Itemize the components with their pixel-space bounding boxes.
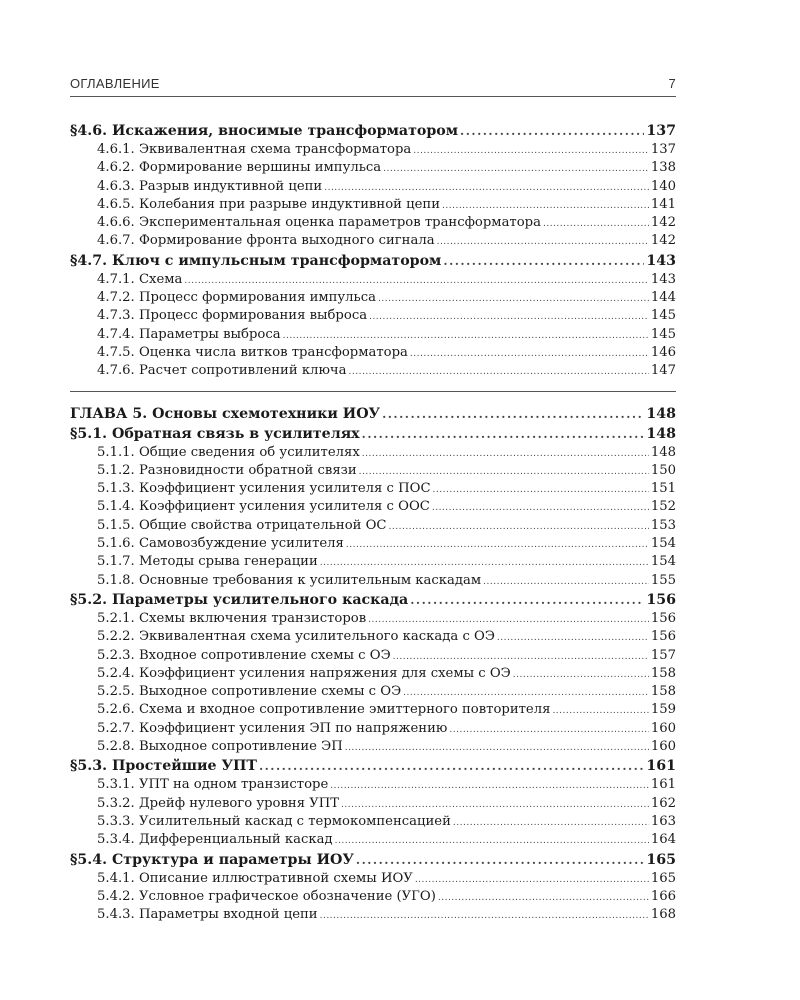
toc-subsection-entry[interactable] [70,159,676,177]
toc-entry-title: 5.3.1. УПТ на одном транзисторе [97,777,329,793]
toc-entry-title: 5.3.2. Дрейф нулевого уровня УПТ [97,795,340,811]
toc-entry-title: 4.7.6. Расчет сопротивлений ключа [97,363,347,379]
toc-subsection-entry[interactable] [70,362,676,380]
toc-entry-page: 165 [650,870,676,886]
toc-subsection-entry[interactable] [70,647,676,665]
dot-leader [359,462,649,481]
dot-leader [382,404,644,424]
dot-leader [438,888,649,907]
toc-entry-title: 5.2.8. Выходное сопротивление ЭП [97,739,343,755]
toc-subsection-entry[interactable] [70,232,676,250]
toc-subsection-entry[interactable] [70,444,676,462]
toc-subsection-entry[interactable] [70,214,676,232]
toc-entry-title: 5.1.3. Коэффициент усиления усилителя с ПОС [97,481,431,497]
dot-leader [368,610,649,629]
toc-entry-title: 5.1.2. Разновидности обратной связи [97,462,357,478]
toc-entry-page: 148 [646,405,676,422]
toc-entry-title: 4.7.3. Процесс формирования выброса [97,308,368,324]
dot-leader [362,444,649,463]
dot-leader [184,271,648,290]
toc-entry-page: 164 [650,832,676,848]
toc-entry-title: 4.6.5. Колебания при разрыве индуктивной цепи [97,196,441,212]
toc-block-chapter-5 [70,404,676,925]
toc-entry-title: §5.2. Параметры усилительного каскада [70,591,409,608]
toc-entry-page: 154 [650,554,676,570]
toc-entry-page: 141 [650,196,676,212]
toc-entry-page: 153 [650,517,676,533]
toc-entry-page: 156 [650,629,676,645]
toc-subsection-entry[interactable] [70,665,676,683]
toc-subsection-entry[interactable] [70,610,676,628]
toc-entry-page: 155 [650,572,676,588]
toc-entry-page: 159 [650,702,676,718]
toc-subsection-entry[interactable] [70,462,676,480]
dot-leader [437,232,649,251]
toc-subsection-entry[interactable] [70,888,676,906]
toc-entry-page: 156 [646,591,676,608]
toc-entry-title: 4.6.3. Разрыв индуктивной цепи [97,178,323,194]
dot-leader [410,590,644,610]
toc-subsection-entry[interactable] [70,720,676,738]
toc-subsection-entry[interactable] [70,141,676,159]
toc-entry-title: 5.4.1. Описание иллюстративной схемы ИОУ [97,870,413,886]
toc-block-chapter-4 [70,121,676,381]
toc-subsection-entry[interactable] [70,795,676,813]
toc-entry-title: §5.1. Обратная связь в усилителях [70,425,360,442]
dot-leader [497,628,649,647]
toc-subsection-entry[interactable] [70,289,676,307]
toc-entry-page: 151 [650,481,676,497]
running-header [70,76,676,91]
toc-entry-page: 162 [650,795,676,811]
toc-entry-page: 137 [646,123,676,139]
page-number: 7 [668,76,676,91]
toc-entry-page: 142 [650,233,676,249]
dot-leader [443,251,644,271]
toc-subsection-entry[interactable] [70,553,676,571]
dot-leader [415,870,649,889]
dot-leader [432,498,649,517]
dot-leader [320,553,649,572]
toc-entry-title: 5.1.4. Коэффициент усиления усилителя с ООС [97,499,430,515]
toc-entry-title: §5.4. Структура и параметры ИОУ [70,851,354,868]
toc-entry-page: 147 [650,363,676,379]
dot-leader [369,307,649,326]
dot-leader [330,776,649,795]
toc-subsection-entry[interactable] [70,906,676,924]
dot-leader [378,289,649,308]
toc-entry-title: §5.3. Простейшие УПТ [70,758,257,775]
toc-entry-title: 4.6.6. Экспериментальная оценка параметров трансформатора [97,215,541,231]
dot-leader [349,362,649,381]
dot-leader [320,906,649,925]
toc-subsection-entry[interactable] [70,271,676,289]
toc-subsection-entry[interactable] [70,344,676,362]
dot-leader [413,141,649,160]
toc-subsection-entry[interactable] [70,480,676,498]
toc-entry-page: 148 [646,425,676,442]
toc-entry-title: 5.2.5. Выходное сопротивление схемы с ОЭ [97,684,402,700]
toc-entry-title: 4.6.7. Формирование фронта выходного сигнала [97,233,435,249]
dot-leader [552,701,648,720]
toc-entry-page: 161 [646,758,676,775]
toc-section-entry[interactable] [70,121,676,141]
dot-leader [259,756,644,776]
toc-entry-title: 5.2.1. Схемы включения транзисторов [97,610,367,626]
toc-entry-title: 5.1.1. Общие сведения об усилителях [97,444,360,460]
dot-leader [433,480,649,499]
dot-leader [543,214,649,233]
toc-entry-title: 5.3.3. Усилительный каскад с термокомпенсацией [97,813,451,829]
toc-entry-page: 158 [650,684,676,700]
toc-entry-title: 5.2.7. Коэффициент усиления ЭП по напряжению [97,720,448,736]
toc-subsection-entry[interactable] [70,813,676,831]
toc-subsection-entry[interactable] [70,738,676,756]
toc-subsection-entry[interactable] [70,572,676,590]
header-divider [70,96,676,97]
toc-entry-title: 5.2.4. Коэффициент усиления напряжения для схемы с ОЭ [97,665,511,681]
toc-entry-page: 145 [650,308,676,324]
toc-entry-title: 4.7.1. Схема [97,271,183,287]
toc-entry-title: 4.7.2. Процесс формирования импульса [97,290,376,306]
toc-entry-page: 161 [650,777,676,793]
toc-entry-page: 144 [650,290,676,306]
dot-leader [383,159,649,178]
toc-entry-page: 150 [650,462,676,478]
dot-leader [449,720,648,739]
toc-entry-page: 142 [650,215,676,231]
toc-chapter-entry[interactable] [70,404,676,424]
toc-entry-page: 158 [650,665,676,681]
dot-leader [324,178,649,197]
toc-entry-page: 166 [650,888,676,904]
toc-section-entry[interactable] [70,424,676,444]
toc-entry-page: 137 [650,142,676,157]
dot-leader [345,738,649,757]
toc-subsection-entry[interactable] [70,870,676,888]
toc-entry-page: 156 [650,610,676,626]
toc-subsection-entry[interactable] [70,831,676,849]
toc-entry-title: 5.2.2. Эквивалентная схема усилительного каскада с ОЭ [97,629,495,645]
toc-entry-title: 4.6.1. Эквивалентная схема трансформатора [97,142,412,157]
toc-subsection-entry[interactable] [70,701,676,719]
toc-entry-title: 5.4.3. Параметры входной цепи [97,907,318,923]
dot-leader [403,683,649,702]
dot-leader [410,344,649,363]
toc-entry-page: 152 [650,499,676,515]
toc-entry-title: 5.2.6. Схема и входное сопротивление эмиттерного повторителя [97,702,551,718]
dot-leader [460,121,644,141]
toc-subsection-entry[interactable] [70,498,676,516]
toc-entry-title: 5.1.7. Методы срыва генерации [97,554,318,570]
toc-entry-page: 168 [650,907,676,923]
toc-entry-title: 4.7.5. Оценка числа витков трансформатора [97,344,408,360]
dot-leader [389,517,649,536]
dot-leader [346,535,649,554]
toc-section-entry[interactable] [70,251,676,271]
toc-section-entry[interactable] [70,756,676,776]
toc-entry-page: 165 [646,851,676,868]
toc-section-entry[interactable] [70,850,676,870]
toc-entry-title: 5.1.8. Основные требования к усилительным каскадам [97,572,482,588]
dot-leader [393,647,649,666]
toc-entry-page: 148 [650,444,676,460]
toc-entry-page: 160 [650,720,676,736]
toc-entry-title: 5.1.5. Общие свойства отрицательной ОС [97,517,387,533]
toc-entry-title: 5.2.3. Входное сопротивление схемы с ОЭ [97,647,391,663]
dot-leader [356,850,644,870]
toc-entry-page: 140 [650,178,676,194]
toc-entry-title: 4.6.2. Формирование вершины импульса [97,160,382,176]
dot-leader [341,795,649,814]
toc-entry-page: 163 [650,813,676,829]
toc-subsection-entry[interactable] [70,535,676,553]
toc-entry-title: 4.7.4. Параметры выброса [97,326,281,342]
toc-subsection-entry[interactable] [70,517,676,535]
dot-leader [362,424,645,444]
toc-entry-page: 146 [650,344,676,360]
toc-entry-page: 138 [650,160,676,176]
toc-entry-page: 154 [650,536,676,552]
running-header-title: ОГЛАВЛЕНИЕ [70,76,160,91]
dot-leader [483,572,649,591]
dot-leader [513,665,649,684]
toc-subsection-entry[interactable] [70,178,676,196]
dot-leader [335,831,649,850]
toc-subsection-entry[interactable] [70,307,676,325]
toc-entry-page: 160 [650,739,676,755]
dot-leader [283,326,649,345]
toc-entry-page: 143 [646,252,676,269]
toc-entry-page: 157 [650,647,676,663]
dot-leader [442,196,649,215]
toc-subsection-entry[interactable] [70,628,676,646]
toc-entry-page: 143 [650,271,676,287]
toc-entry-title: 5.4.2. Условное графическое обозначение (УГО) [97,888,436,904]
toc-subsection-entry[interactable] [70,196,676,214]
toc-entry-title: 5.1.6. Самовозбуждение усилителя [97,536,344,552]
table-of-contents [70,121,676,924]
toc-subsection-entry[interactable] [70,776,676,794]
chapter-divider [70,391,676,392]
toc-entry-title: §4.7. Ключ с импульсным трансформатором [70,252,442,269]
toc-entry-page: 145 [650,326,676,342]
toc-entry-title: §4.6. Искажения, вносимые трансформатором [70,123,459,139]
toc-entry-title: 5.3.4. Дифференциальный каскад [97,832,333,848]
toc-entry-title: ГЛАВА 5. Основы схемотехники ИОУ [70,405,381,422]
toc-section-entry[interactable] [70,590,676,610]
toc-subsection-entry[interactable] [70,326,676,344]
toc-subsection-entry[interactable] [70,683,676,701]
dot-leader [453,813,649,832]
